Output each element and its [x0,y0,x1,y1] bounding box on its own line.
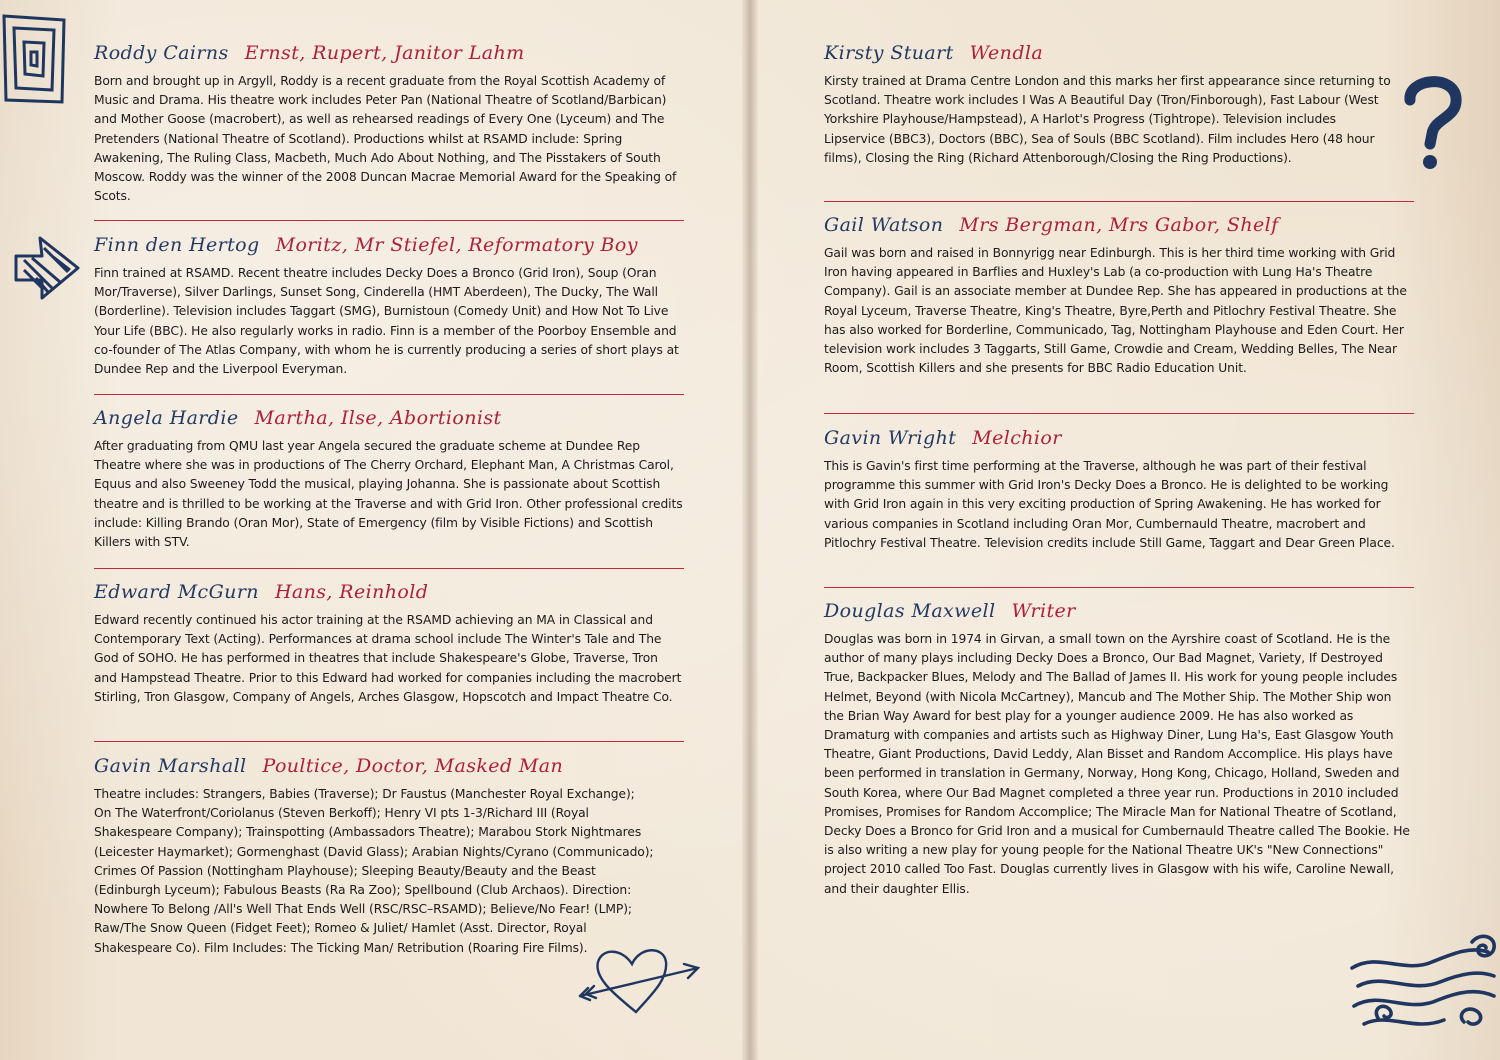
section-divider [94,220,684,221]
cast-bio [94,749,654,958]
left-page [94,0,684,1060]
cast-bio [824,208,1414,378]
bio-text: After graduating from QMU last year Angela secured the graduate scheme at Dundee Rep Theatre where she was in productions of The Cherry Orchard, Elephant Man, A Christmas Carol, Equus and also Sweeney Todd the musical, playing Johanna. She is passionate about Scottish theatre and is thrilled to be working at the Traverse and with Grid Iron. Other professional credits include: Killing Brando (Oran Mor), State of Emergency (film by Visible Fictions) and Scottish Killers with STV. [94,439,683,550]
actor-name: Finn den Hertog [94,234,260,256]
bio-heading [94,575,684,609]
bio-text: Gail was born and raised in Bonnyrigg near Edinburgh. This is her third time working with Grid Iron having appeared in Barflies and Huxley's Lab (a co-production with Lung Ha's Theatre Company). Gail is an associate member at Dundee Rep. She has appeared in productions at the Royal Lyceum, Traverse Theatre, King's Theatre, Byre,Perth and Pitlochry Festival Theatre. She has also worked for Borderline, Communicado, Tag, Nottingham Playhouse and Eden Court. Her television work includes 3 Taggarts, Still Game, Crowdie and Cream, Wedding Belles, The Near Room, Scottish Killers and she presents for BBC Radio Education Unit. [824,246,1407,376]
character-roles: Moritz, Mr Stiefel, Reformatory Boy [275,234,638,256]
actor-name: Gavin Marshall [94,755,247,777]
character-roles: Martha, Ilse, Abortionist [254,407,502,429]
section-divider [94,394,684,395]
section-divider [94,741,684,742]
bio-heading [94,36,684,70]
character-roles: Wendla [969,42,1044,64]
section-divider [824,587,1414,588]
character-roles: Writer [1011,600,1076,622]
actor-name: Gail Watson [824,214,944,236]
bio-text: Edward recently continued his actor training at the RSAMD achieving an MA in Classical and Contemporary Text (Acting). Performances at drama school include The Winter's Tale and The God of SOHO. He has performed in theatres that include Shakespeare's Globe, Traverse, Tron and Hampstead Theatre. Prior to this Edward had worked for companies including the macrobert Stirling, Tron Glasgow, Company of Angels, Arches Glasgow, Hopscotch and Impact Theatre Co. [94,613,682,704]
bio-text: This is Gavin's first time performing at the Traverse, although he was part of their festival programme this summer with Grid Iron's Decky Does a Bronco. He is delighted to be working with Grid Iron again in this very exciting production of Spring Awakening. He has worked for various companies in Scotland including Oran Mor, Cumbernauld Theatre, macrobert and Pitlochry Festival Theatre. Television credits include Still Game, Taggart and Dear Green Place. [824,459,1395,550]
actor-name: Roddy Cairns [94,42,229,64]
bio-text: Douglas was born in 1974 in Girvan, a small town on the Ayrshire coast of Scotland. He is the author of many plays including Decky Does a Bronco, Our Bad Magnet, Variety, If Destroyed True, Backpacker Blues, Melody and The Ballad of James II. His work for young people includes Helmet, Beyond (with Nicola McCartney), Mancub and The Mother Ship. The Mother Ship won the Brian Way Award for best play for a younger audience 2009. He has also worked as Dramaturg with companies and artists such as Highway Diner, Lung Ha's, East Glasgow Youth Theatre, Giant Productions, David Leddy, Alan Bisset and Random Accomplice. His plays have been performed in translation in Germany, Norway, Hong Kong, Chicago, Holland, Sweden and South Korea, where Our Bad Magnet completed a three year run. Productions in 2010 included Promises, Promises for Random Accomplice; The Miracle Man for National Theatre of Scotland, Decky Does a Bronco for Grid Iron and a musical for Cumbernauld Theatre called The Bookie. He is also writing a new play for young people for the National Theatre UK's "New Connections" project 2010 called Too Fast. Douglas currently lives in Glasgow with his wife, Caroline Newall, and their daughter Ellis. [824,632,1410,896]
cast-bio [94,36,684,206]
bio-heading [824,208,1414,242]
cast-bio [824,36,1392,168]
arrow-doodle-icon [12,232,82,304]
actor-name: Gavin Wright [824,427,957,449]
actor-name: Kirsty Stuart [824,42,954,64]
cast-bio [94,575,684,707]
bio-text: Kirsty trained at Drama Centre London and this marks her first appearance since returning to Scotland. Theatre work includes I Was A Beautiful Day (Tron/Finborough), Fast Labour (West Yorkshire Playhouse/Hampstead), A Harlot's Progress (Tightrope). Television includes Lipservice (BBC3), Doctors (BBC), Sea of Souls (BBC Scotland). Film includes Hero (48 hour films), Closing the Ring (Richard Attenborough/Closing the Ring Productions). [824,74,1391,165]
actor-name: Douglas Maxwell [824,600,996,622]
cast-bio [824,421,1414,553]
bio-heading [824,421,1414,455]
cast-bio [94,401,684,552]
bio-heading [94,228,684,262]
character-roles: Hans, Reinhold [274,581,429,603]
cast-bio [94,228,684,379]
bio-heading [824,36,1392,70]
section-divider [824,201,1414,202]
page-gutter [742,0,758,1060]
section-divider [824,413,1414,414]
actor-name: Edward McGurn [94,581,259,603]
bio-text: Theatre includes: Strangers, Babies (Traverse); Dr Faustus (Manchester Royal Exchange); On The Waterfront/Coriolanus (Steven Berkoff); Henry VI pts 1-3/Richard III (Royal Shakespeare Company); Trainspotting (Ambassadors Theatre); Marabou Stork Nightmares (Leicester Haymarket); Gormenghast (David Glass); Arabian Nights/Cyrano (Communicado); Crimes Of Passion (Nottingham Playhouse); Sleeping Beauty/Beauty and the Beast (Edinburgh Lyceum); Fabulous Beasts (Ra Ra Zoo); Spellbound (Club Archaos). Direction: Nowhere To Belong /All's Well That Ends Well (RSC/RSC–RSAMD); Believe/No Fear! (LMP); Raw/The Snow Queen (Fidget Feet); Romeo & Juliet/ Hamlet (Asst. Director, Royal Shakespeare Co). Film Includes: The Ticking Man/ Retribution (Roaring Fire Films). [94,787,654,955]
square-spiral-doodle-icon [0,10,70,110]
section-divider [94,568,684,569]
character-roles: Melchior [972,427,1062,449]
right-page [824,0,1414,1060]
bio-heading [824,594,1414,628]
bio-text: Finn trained at RSAMD. Recent theatre includes Decky Does a Bronco (Grid Iron), Soup (Oran Mor/Traverse), Silver Darlings, Sunset Song, Cinderella (HMT Aberdeen), The Ducky, The Wall (Borderline). Television includes Taggart (SMG), Burnistoun (Comedy Unit) and How Not To Live Your Life (BBC). He also regularly works in radio. Finn is a member of the Poorboy Ensemble and co-founder of The Atlas Company, with whom he is currently producing a series of short plays at Dundee Rep and the Liverpool Everyman. [94,266,679,377]
bio-heading [94,749,654,783]
character-roles: Mrs Bergman, Mrs Gabor, Shelf [959,214,1279,236]
cast-bio [824,594,1414,899]
actor-name: Angela Hardie [94,407,239,429]
character-roles: Poultice, Doctor, Masked Man [262,755,564,777]
bio-heading [94,401,684,435]
character-roles: Ernst, Rupert, Janitor Lahm [244,42,525,64]
bio-text: Born and brought up in Argyll, Roddy is a recent graduate from the Royal Scottish Academy of Music and Drama. His theatre work includes Peter Pan (National Theatre of Scotland/Barbican) and Mother Goose (macrobert), as well as rehearsed readings of Every One (Lyceum) and The Pretenders (National Theatre of Scotland). Productions whilst at RSAMD include: Spring Awakening, The Ruling Class, Macbeth, Much Ado About Nothing, and The Pisstakers of South Moscow. Roddy was the winner of the 2008 Duncan Macrae Memorial Award for the Speaking of Scots. [94,74,677,204]
